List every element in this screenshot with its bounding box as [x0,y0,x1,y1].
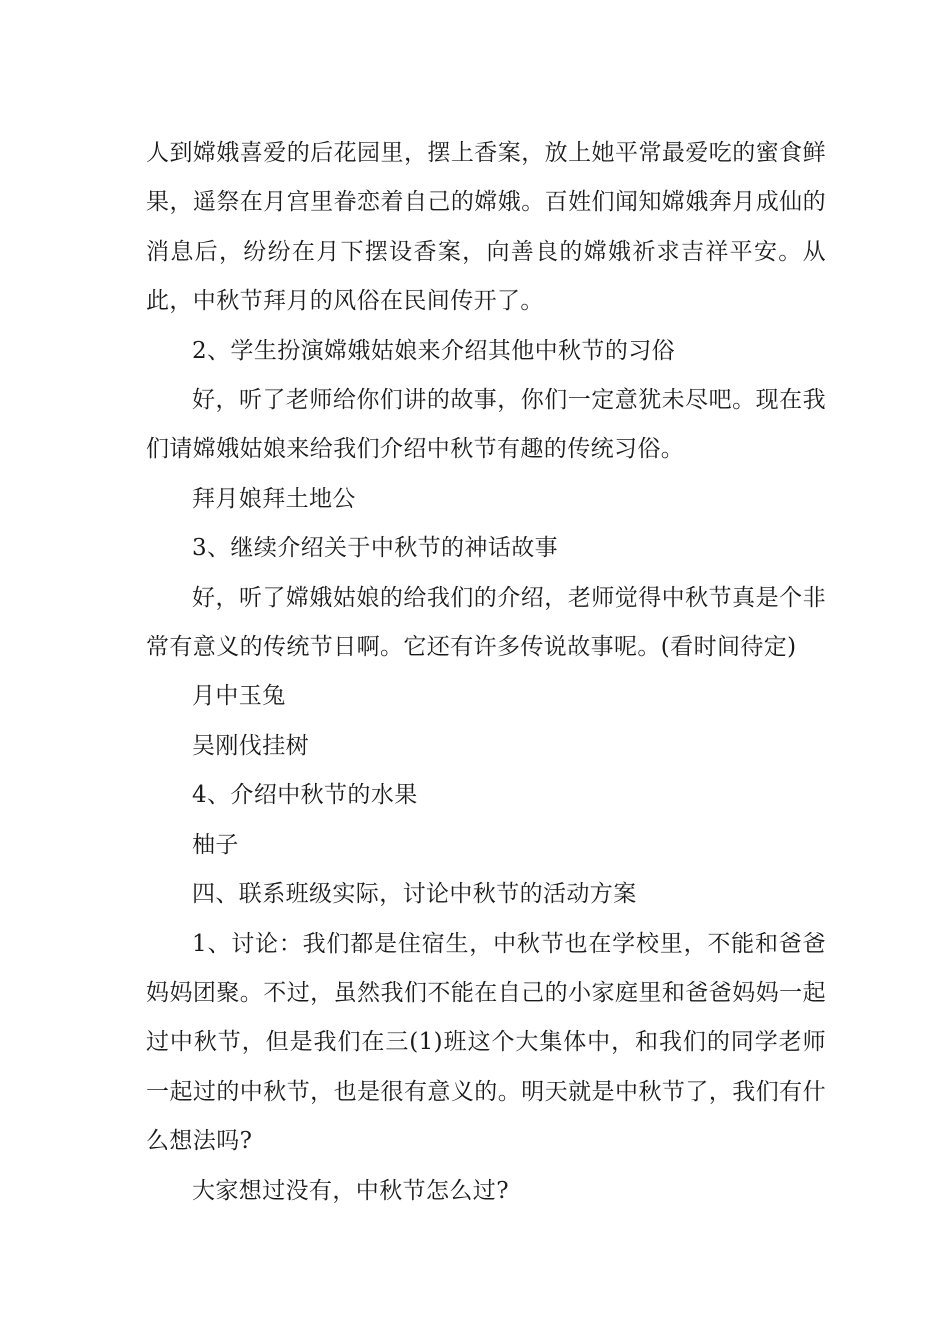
paragraph-8: 吴刚伐挂树 [192,732,309,759]
paragraph-6: 好，听了嫦娥姑娘的给我们的介绍，老师觉得中秋节真是个非常有意义的传统节日啊。它还有许多传说故事呢。(看时间待定) [146,584,826,661]
paragraph-4: 拜月娘拜土地公 [192,485,356,512]
paragraph-9: 4、介绍中秋节的水果 [192,782,418,809]
paragraph-7: 月中玉兔 [192,683,286,710]
paragraph-13: 大家想过没有，中秋节怎么过? [192,1177,509,1204]
paragraph-5: 3、继续介绍关于中秋节的神话故事 [192,535,559,562]
paragraph-11: 四、联系班级实际，讨论中秋节的活动方案 [192,881,637,908]
paragraph-1: 人到嫦娥喜爱的后花园里，摆上香案，放上她平常最爱吃的蜜食鲜果，遥祭在月宫里眷恋着自己的嫦娥。百姓们闻知嫦娥奔月成仙的消息后，纷纷在月下摆设香案，向善良的嫦娥祈求吉祥平安。从此，中秋节拜月的风俗在民间传开了。 [146,140,826,315]
paragraph-12: 1、讨论：我们都是住宿生，中秋节也在学校里，不能和爸爸妈妈团聚。不过，虽然我们不能在自己的小家庭里和爸爸妈妈一起过中秋节，但是我们在三(1)班这个大集体中，和我们的同学老师一起过的中秋节，也是很有意义的。明天就是中秋节了，我们有什么想法吗? [146,930,826,1155]
paragraph-2: 2、学生扮演嫦娥姑娘来介绍其他中秋节的习俗 [192,337,676,364]
document-body [146,129,826,1216]
paragraph-3: 好，听了老师给你们讲的故事，你们一定意犹未尽吧。现在我们请嫦娥姑娘来给我们介绍中秋节有趣的传统习俗。 [146,387,826,463]
paragraph-10: 柚子 [192,831,239,858]
